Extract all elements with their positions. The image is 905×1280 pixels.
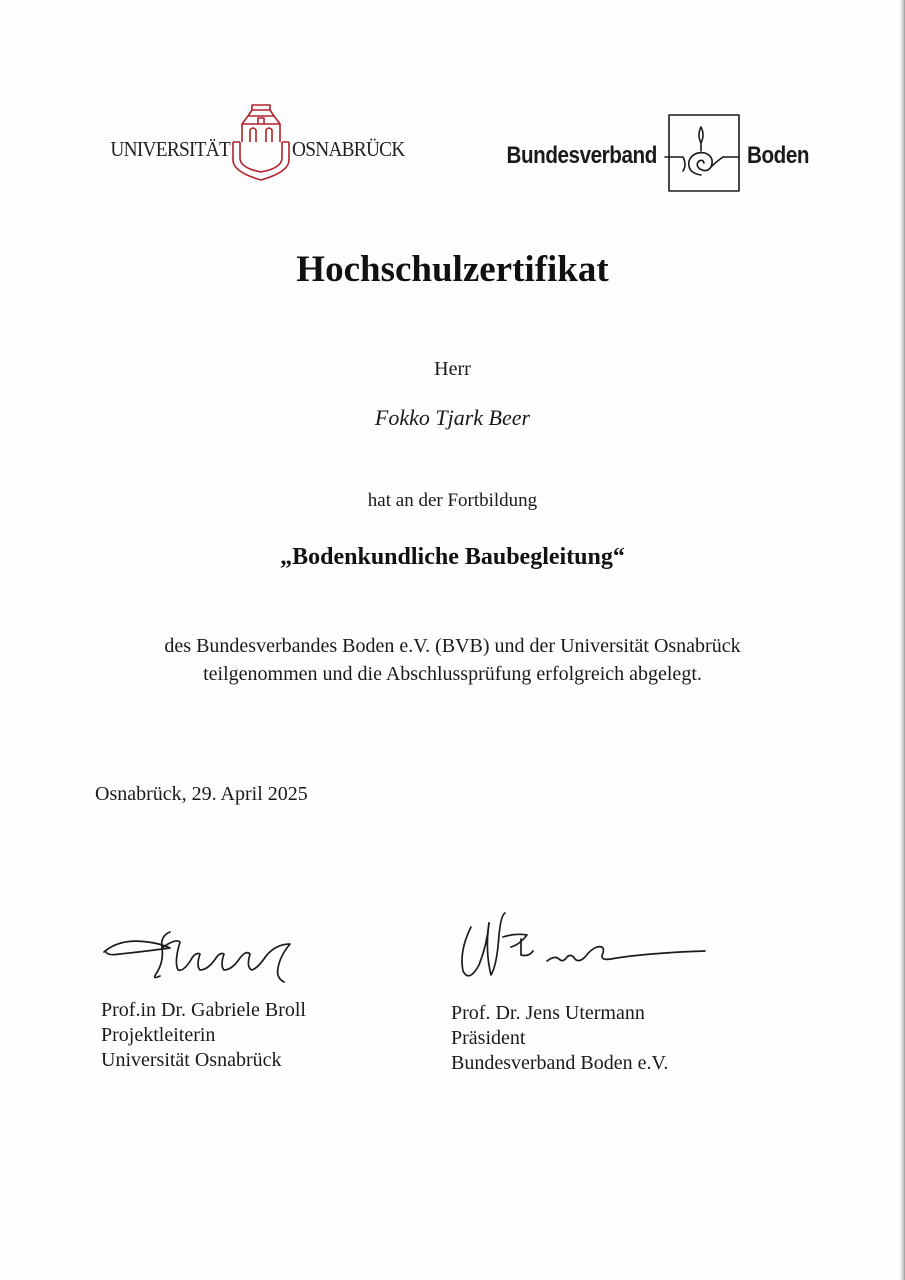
certificate-title: Hochschulzertifikat bbox=[296, 249, 609, 290]
sprout-spiral-icon bbox=[663, 113, 743, 193]
recipient-name: Fokko Tjark Beer bbox=[374, 405, 531, 430]
signatory-right bbox=[451, 1001, 668, 1076]
signatory-name: Prof. Dr. Jens Utermann bbox=[451, 1002, 645, 1024]
signatory-name: Prof.in Dr. Gabriele Broll bbox=[101, 999, 306, 1021]
signatory-organization: Universität Osnabrück bbox=[101, 1049, 282, 1071]
signature-left-handwritten-signature bbox=[100, 918, 310, 988]
signatory-role: Präsident bbox=[451, 1027, 526, 1049]
body-line: teilgenommen und die Abschlussprüfung erfolgreich abgelegt. bbox=[203, 663, 702, 685]
logo-bvb-right-text: Boden bbox=[746, 142, 809, 169]
course-title: „Bodenkundliche Baubegleitung“ bbox=[280, 544, 625, 570]
signature-right-handwritten-signature bbox=[455, 905, 710, 985]
signatory-role: Projektleiterin bbox=[101, 1024, 216, 1046]
salutation: Herr bbox=[434, 358, 471, 380]
logo-bvb-left-text: Bundesverband bbox=[506, 142, 657, 169]
signatory-left bbox=[101, 998, 306, 1073]
place-date: Osnabrück, 29. April 2025 bbox=[95, 783, 308, 805]
body-line: des Bundesverbandes Boden e.V. (BVB) und der Universität Osnabrück bbox=[164, 635, 741, 657]
university-crest-icon bbox=[230, 102, 292, 182]
bundesverband-boden-logo bbox=[482, 112, 819, 194]
scan-edge-shadow bbox=[899, 0, 905, 1280]
intro-text: hat an der Fortbildung bbox=[367, 490, 538, 511]
logo-university-right-text: OSNABRÜCK bbox=[292, 136, 405, 161]
body-text bbox=[0, 632, 905, 688]
university-osnabrueck-logo bbox=[100, 102, 414, 182]
logo-university-left-text: UNIVERSITÄT bbox=[110, 136, 231, 161]
signatory-organization: Bundesverband Boden e.V. bbox=[451, 1052, 669, 1074]
